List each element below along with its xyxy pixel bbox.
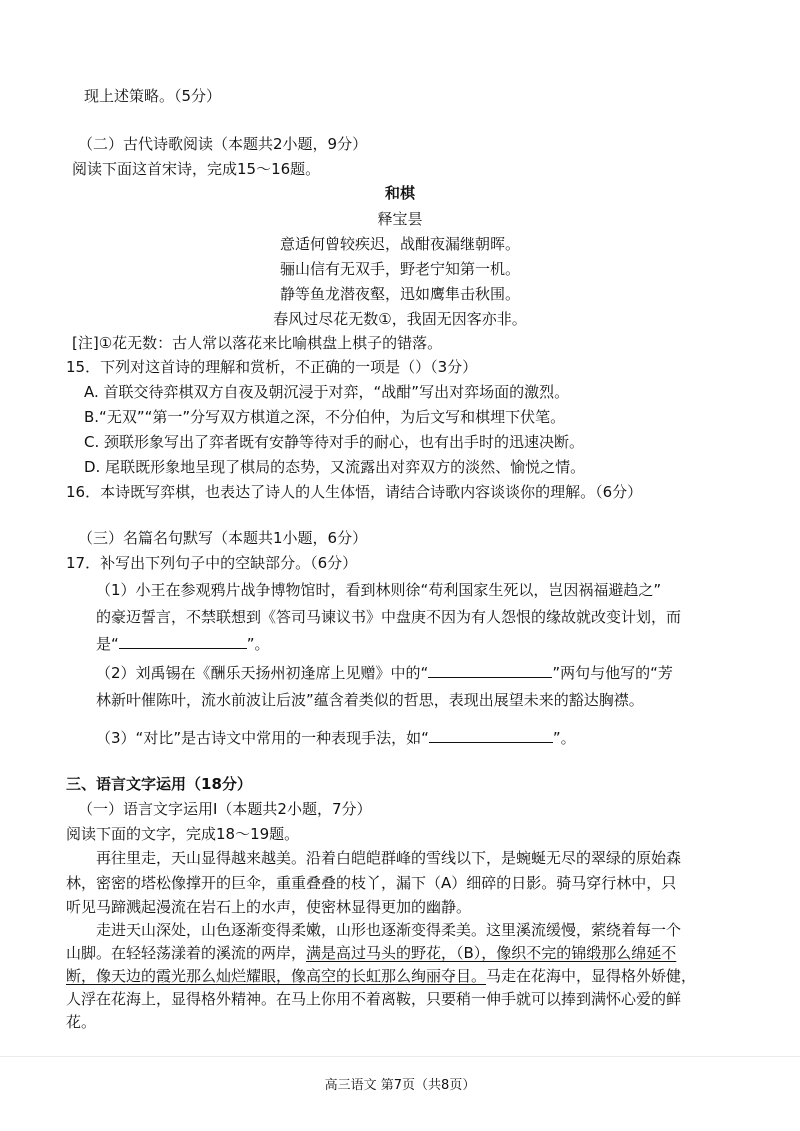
poem-title: 和棋 xyxy=(384,184,415,202)
language-intro: 阅读下面的文字，完成18～19题。 xyxy=(66,825,300,843)
option-c: C. 颈联形象写出了弈者既有安静等待对手的耐心，也有出手时的迅速决断。 xyxy=(84,433,585,451)
passage-line: 花。 xyxy=(66,1013,97,1031)
passage-line: 听见马蹄溅起漫流在岩石上的水声，使密林显得更加的幽静。 xyxy=(66,898,472,916)
poem-line: 静等鱼龙潜夜壑，迅如鹰隼击秋围。 xyxy=(279,285,520,303)
page-footer: 高三语文 第7页（共8页） xyxy=(324,1078,476,1093)
poetry-intro: 阅读下面这首宋诗，完成15～16题。 xyxy=(72,160,321,178)
poem-line: 骊山信有无双手，野老宁知第一机。 xyxy=(279,260,520,278)
section-heading-poetry: （二）古代诗歌阅读（本题共2小题，9分） xyxy=(78,135,368,153)
part-heading-language: 三、语言文字运用（18分） xyxy=(66,775,252,793)
q17-item3-suffix: ”。 xyxy=(552,729,576,747)
answer-blank-1[interactable] xyxy=(119,633,247,649)
footer-divider xyxy=(0,1056,800,1057)
passage-line: 再往里走，天山显得越来越美。沿着白皑皑群峰的雪线以下，是蜿蜒无尽的翠绿的原始森 xyxy=(96,849,682,867)
q17-item1-line: 的豪迈誓言，不禁联想到《答司马谏议书》中盘庚不因为有人怨恨的缘故就改变计划，而 xyxy=(96,608,682,626)
poem-line: 春风过尽花无数①，我固无因客亦非。 xyxy=(273,310,527,328)
q17-item2-prefix: （2）刘禹锡在《酬乐天扬州初逢席上见赠》中的“ xyxy=(96,664,429,682)
passage-line xyxy=(66,966,696,986)
option-d: D. 尾联既形象地呈现了棋局的态势，又流露出对弈双方的淡然、愉悦之情。 xyxy=(84,458,586,476)
q17-item2-suffix: ”两句与他写的“芳 xyxy=(552,664,673,682)
passage-line: 走进天山深处，山色逐渐变得柔嫩，山形也逐渐变得柔美。这里溪流缓慢，萦绕着每一个 xyxy=(96,921,682,939)
underlined-sentence: 断，像天边的霞光那么灿烂耀眼，像高空的长虹那么绚丽夺目。 xyxy=(66,967,487,985)
question-17: 17．补写出下列句子中的空缺部分。（6分） xyxy=(66,554,358,572)
passage-line xyxy=(66,943,676,963)
q17-item1-line xyxy=(96,633,270,654)
q17-item1-prefix: 是“ xyxy=(96,635,119,653)
section-heading-recitation: （三）名篇名句默写（本题共1小题，6分） xyxy=(78,529,368,547)
q17-item1-suffix: ”。 xyxy=(246,635,270,653)
passage-line: 人浮在花海上，显得格外精神。在马上你用不着离鞍，只要稍一伸手就可以捧到满怀心爱的鲜 xyxy=(66,990,682,1008)
carryover-line: 现上述策略。（5分） xyxy=(84,87,222,105)
q17-item2-line xyxy=(96,662,673,683)
passage-text: 山脚。在轻轻荡漾着的溪流的两岸， xyxy=(66,944,307,962)
passage-text: 马走在花海中，显得格外娇健， xyxy=(486,967,697,985)
poem-author: 释宝昙 xyxy=(377,210,423,228)
question-15: 15．下列对这首诗的理解和赏析，不正确的一项是（）（3分） xyxy=(66,358,478,376)
option-a: A. 首联交待弈棋双方自夜及朝沉浸于对弈，“战酣”写出对弈场面的激烈。 xyxy=(84,383,570,401)
poem-line: 意适何曾较疾迟，战酣夜漏继朝晖。 xyxy=(279,235,520,253)
underlined-sentence: 满是高过马头的野花，（B），像织不完的锦缎那么绵延不 xyxy=(306,944,677,962)
answer-blank-2[interactable] xyxy=(428,662,552,678)
q17-item3-prefix: （3）“对比”是古诗文中常用的一种表现手法，如“ xyxy=(96,729,429,747)
question-16: 16．本诗既写弈棋，也表达了诗人的人生体悟，请结合诗歌内容谈谈你的理解。（6分） xyxy=(66,483,643,501)
passage-line: 林，密密的塔松像撑开的巨伞，重重叠叠的枝丫，漏下（A）细碎的日影。骑马穿行林中，只 xyxy=(66,874,677,892)
q17-item1-line: （1）小王在参观鸦片战争博物馆时，看到林则徐“苟利国家生死以，岂因祸福避趋之” xyxy=(96,581,662,599)
poem-note: [注]①花无数：古人常以落花来比喻棋盘上棋子的错落。 xyxy=(72,334,443,352)
q17-item3-line xyxy=(96,727,576,748)
sub-heading-language-1: （一）语言文字运用Ⅰ（本题共2小题，7分） xyxy=(78,800,372,818)
q17-item2-line: 林新叶催陈叶，流水前波让后波”蕴含着类似的哲思，表现出展望未来的豁达胸襟。 xyxy=(96,691,644,709)
option-b: B.“无双”“第一”分写双方棋道之深，不分伯仲，为后文写和棋埋下伏笔。 xyxy=(84,408,566,426)
answer-blank-3[interactable] xyxy=(429,727,553,743)
